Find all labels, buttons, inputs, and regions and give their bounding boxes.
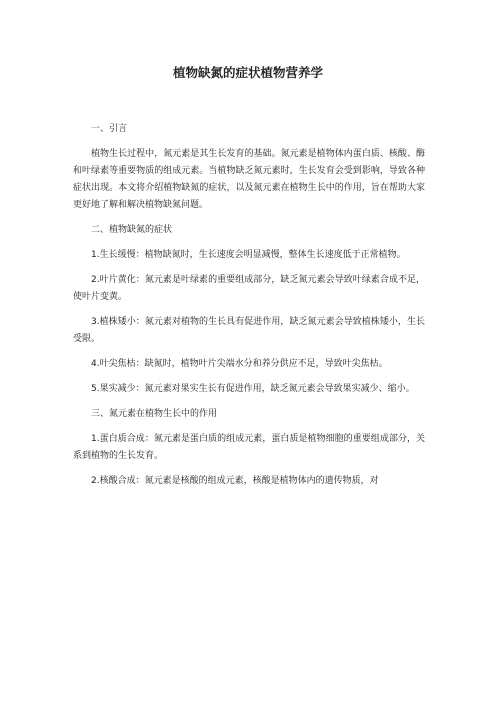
- document-body: [73, 121, 425, 498]
- section-heading-symptoms: 二、植物缺氮的症状: [91, 225, 173, 235]
- section-heading-introduction: 一、引言: [91, 124, 128, 134]
- document-title: 植物缺氮的症状植物营养学: [172, 65, 323, 80]
- section-heading-nitrogen-role: 三、氮元素在植物生长中的作用: [91, 409, 218, 419]
- introduction-paragraph: 植物生长过程中，氮元素是其生长发育的基础。氮元素是植物体内蛋白质、核酸、酶和叶绿素等重要物质的组成元素。当植物缺乏氮元素时，生长发育会受到影响，导致各种症状出现。本文将介绍植物缺氮的症状，以及氮元素在植物生长中的作用，旨在帮助大家更好地了解和解决植物缺氮问题。: [73, 149, 425, 210]
- role-paragraph-nucleic-acid: 2.核酸合成：氮元素是核酸的组成元素，核酸是植物体内的遗传物质，对: [91, 476, 379, 486]
- role-paragraph-protein: 1.蛋白质合成：氮元素是蛋白质的组成元素，蛋白质是植物细胞的重要组成部分，关系到植物的生长发育。: [73, 434, 425, 461]
- symptom-paragraph-growth: 1.生长缓慢：植物缺氮时，生长速度会明显减慢，整体生长速度低于正常植物。: [91, 250, 406, 260]
- symptom-paragraph-yellowing: 2.叶片黄化：氮元素是叶绿素的重要组成部分，缺乏氮元素会导致叶绿素合成不足，使叶片变黄。: [73, 275, 425, 302]
- symptom-paragraph-leaf-tip: 4.叶尖焦枯：缺氮时，植物叶片尖端水分和养分供应不足，导致叶尖焦枯。: [91, 359, 388, 369]
- symptom-paragraph-dwarfing: 3.植株矮小：氮元素对植物的生长具有促进作用，缺乏氮元素会导致植株矮小，生长受限。: [73, 317, 425, 344]
- symptom-paragraph-fruit: 5.果实减少：氮元素对果实生长有促进作用，缺乏氮元素会导致果实减少、缩小。: [91, 384, 415, 394]
